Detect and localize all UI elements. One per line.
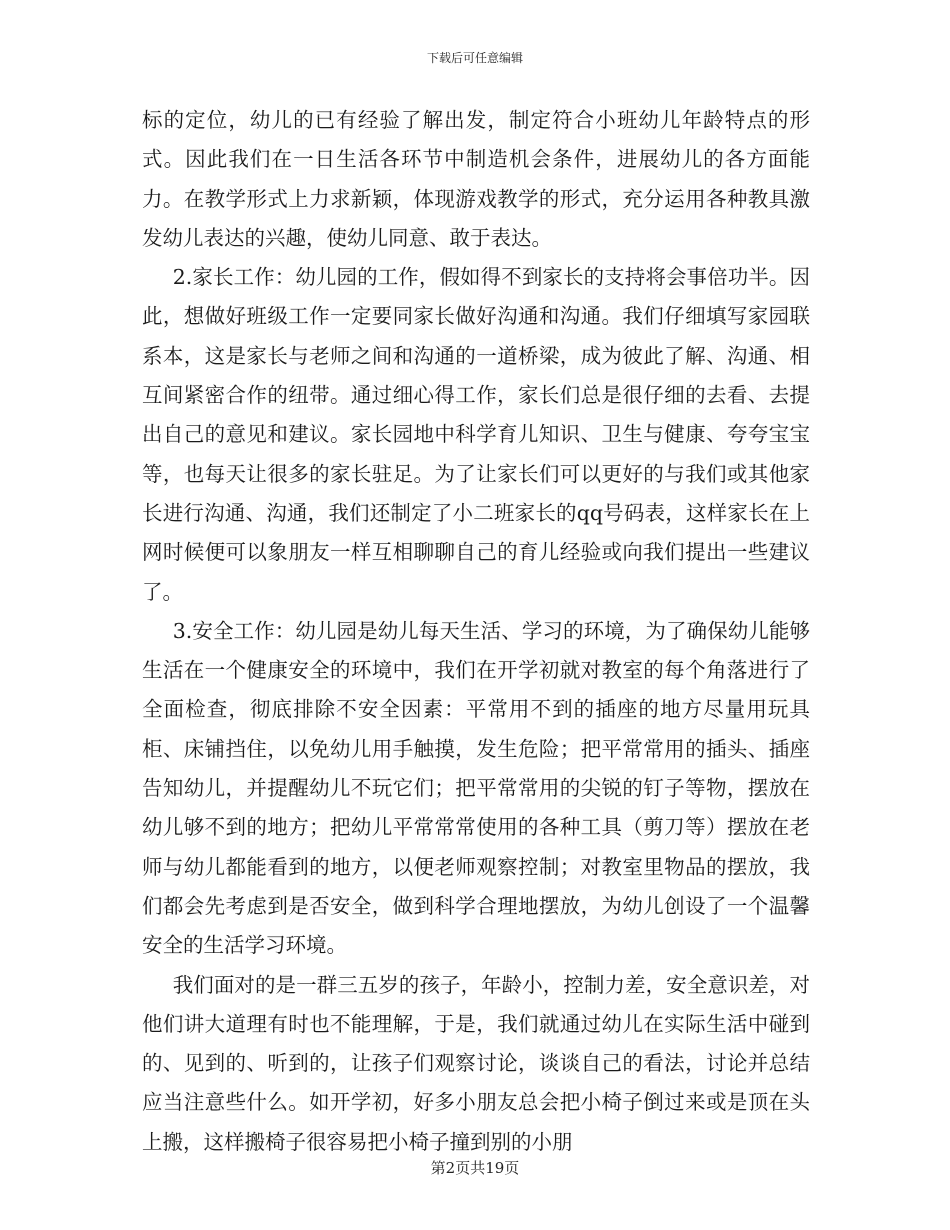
paragraph-continuation: 标的定位，幼儿的已有经验了解出发，制定符合小班幼儿年龄特点的形式。因此我们在一日生活各环节中制造机会条件，进展幼儿的各方面能力。在教学形式上力求新颖，体现游戏教学的形式，充分运用各种教具激发幼儿表达的兴趣，使幼儿同意、敢于表达。 [142,108,810,250]
document-body [142,101,810,1162]
paragraph-safety-work: 3.安全工作：幼儿园是幼儿每天生活、学习的环境，为了确保幼儿能够生活在一个健康安全的环境中，我们在开学初就对教室的每个角落进行了全面检查，彻底排除不安全因素：平常用不到的插座的地方尽量用玩具柜、床铺挡住，以免幼儿用手触摸，发生危险；把平常常用的插头、插座告知幼儿，并提醒幼儿不玩它们；把平常常用的尖锐的钉子等物，摆放在幼儿够不到的地方；把幼儿平常常常使用的各种工具（剪刀等）摆放在老师与幼儿都能看到的地方，以便老师观察控制；对教室里物品的摆放，我们都会先考虑到是否安全，做到科学合理地摆放，为幼儿创设了一个温馨安全的生活学习环境。 [142,618,810,958]
paragraph-parent-work: 2.家长工作：幼儿园的工作，假如得不到家长的支持将会事倍功半。因此，想做好班级工作一定要同家长做好沟通和沟通。我们仔细填写家园联系本，这是家长与老师之间和沟通的一道桥梁，成为彼此了解、沟通、相互间紧密合作的纽带。通过细心得工作，家长们总是很仔细的去看、去提出自己的意见和建议。家长园地中科学育儿知识、卫生与健康、夸夸宝宝等，也每天让很多的家长驻足。为了让家长们可以更好的与我们或其他家长进行沟通、沟通，我们还制定了小二班家长的qq号码表，这样家长在上网时候便可以象朋友一样互相聊聊自己的育儿经验或向我们提出一些建议了。 [142,265,810,604]
page-header: 下载后可任意编辑 [426,51,523,65]
page-number: 第2页共19页 [430,1159,520,1177]
paragraph-safety-education: 我们面对的是一群三五岁的孩子，年龄小，控制力差，安全意识差，对他们讲大道理有时也不能理解，于是，我们就通过幼儿在实际生活中碰到的、见到的、听到的，让孩子们观察讨论，谈谈自己的看法，讨论并总结应当注意些什么。如开学初，好多小朋友总会把小椅子倒过来或是顶在头上搬，这样搬椅子很容易把小椅子撞到别的小朋 [142,972,810,1154]
